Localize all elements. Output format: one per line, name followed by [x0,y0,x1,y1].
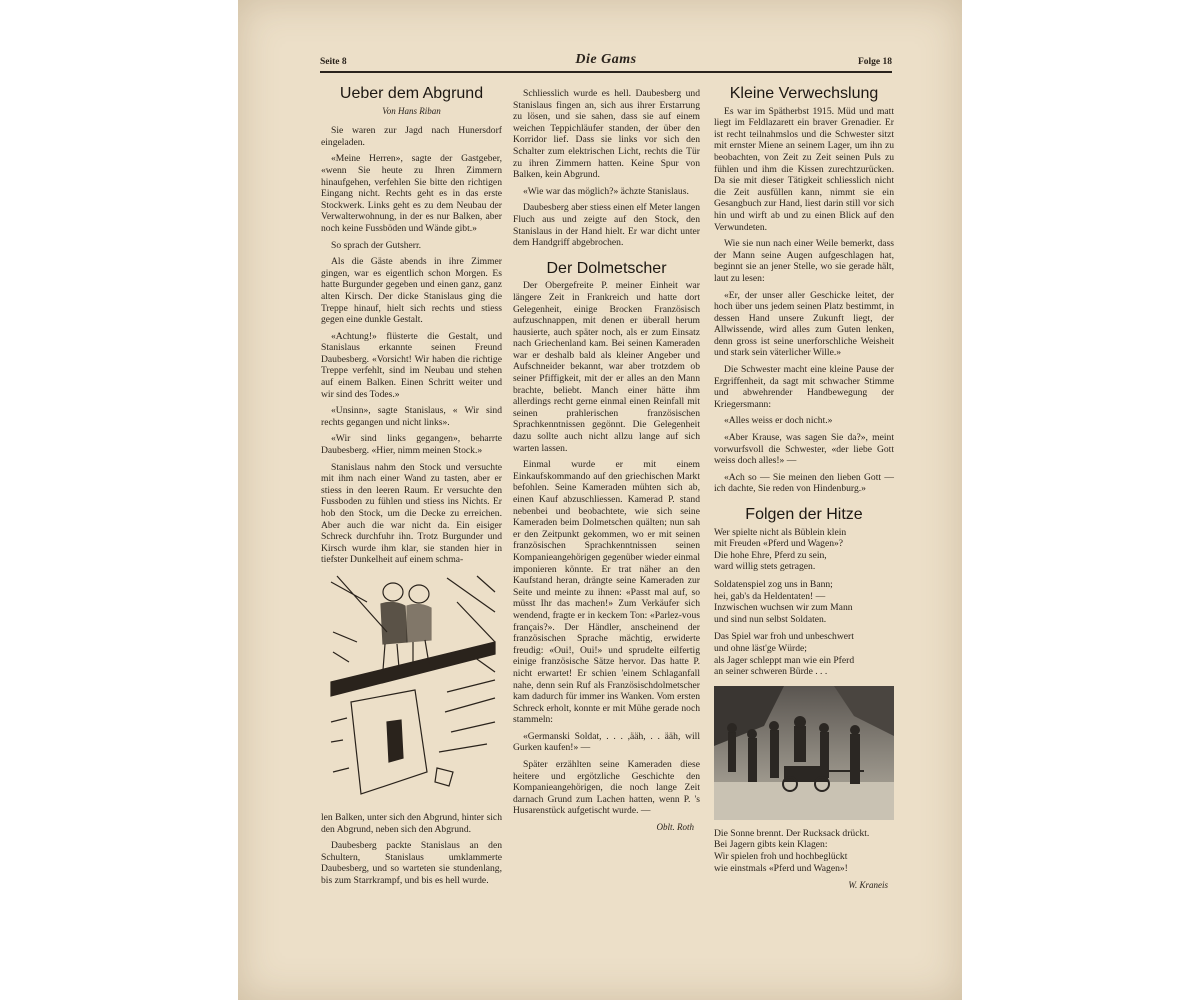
issue-number: Folge 18 [857,57,892,67]
byline-abgrund: Von Hans Riban [382,105,441,116]
poem-line: wie einstmals «Pferd und Wagen»! [714,862,848,874]
paragraph: Schliesslich wurde es hell. Daubesberg und Stanislaus fingen an, sich aus ihrer Erstarrung zu lösen, und sie sahen, dass sie auf einem weichen Teppichläufer standen, der über den Korridor lief. Dass sie links vor sich den Schalter zum elektrischen Licht, rechts die Tür zu ihren Zimmern hatten. Keine Spur von Balken, kein Abgrund. [513,88,700,181]
poem-hitze [714,527,894,892]
poem-line: und sind nun selbst Soldaten. [714,613,827,625]
paragraph: Der Obergefreite P. meiner Einheit war längere Zeit in Frankreich und hatte dort Gelegenheit, einige Brocken Französisch aufzuschnappen, mit denen er überall herum hausierte, auch später noch, als er zum Einsatz nach Griechenland kam. Bei seinen Kameraden war er deshalb bald als kleiner Angeber und Aufschneider bekannt, war aber trotzdem ob seiner Pfiffigkeit, mit der er alles an den Mann brachte, beliebt. Manch einer hätte ihm allerdings recht gerne einmal einen Reinfall mit seinen prahlerischen französischen Sprachkenntnissen gegönnt. Die Gelegenheit dazu sollte auch nicht allzu lange auf sich warten lassen. [513,280,700,454]
paragraph: «Wie war das möglich?» ächzte Stanislaus. [523,185,689,197]
paragraph: So sprach der Gutsherr. [331,239,422,251]
poem-line: Wir spielen froh und hochbeglückt [714,850,848,862]
poem-line: ward willig stets getragen. [714,561,816,573]
paragraph: Die Schwester macht eine kleine Pause der Ergriffenheit, da sagt mit schwacher Stimme und abwehrender Handbewegung der Kriegersmann: [714,364,894,410]
column-1 [321,85,502,892]
poem-stanza [714,527,894,573]
paragraph: Daubesberg packte Stanislaus an den Schultern, Stanislaus umklammerte Daubesberg, und so warteten sie stundenlang, bis zum Starrkrampf, und bis es hell wurde. [321,840,502,886]
paragraph: «Germanski Soldat, . . . ,ääh, . . ääh, will Gurken kaufen!» — [513,730,700,754]
paragraph: Einmal wurde er mit einem Einkaufskommando auf den griechischen Markt befohlen. Seine Kameraden mühten sich ab, einen Kauf abzuschliessen. Kamerad P. stand nebenbei und beobachtete, wie sich seine Kameraden beim Dolmetschen quälten; nun sah er den Zeitpunkt gekommen, wo er mit seinen französischen Sprachkenntnissen seinen Kompanieangehörigen gegenüber wieder einmal imponieren könnte. Er trat näher an den Kaufstand heran, drängte seine Kameraden zur Seite und meinte zu ihnen: «Passt mal auf, so müsst Ihr das machen!» Zum Verkäufer sich wendend, fragte er in keckem Ton: «Parlez-vous français?». Der Händler, anscheinend der französischen Sprache mächtig, erwiderte freudig: «Oui!, Oui!» und sprudelte eilfertig einige französische Sätze hervor. Das hatte P. nicht erwartet! Er schien 'einem Schlaganfall nahe, denn sein Ruf als Französischdolmetscher kam dadurch für immer ins Wanken. Vom ersten Schreck erholt, konnte er mit Mühe gerade noch stammeln: [513,459,700,726]
poem-line: und ohne läst'ge Würde; [714,642,807,654]
paragraph: len Balken, unter sich den Abgrund, hinter sich den Abgrund, neben sich den Abgrund. [321,811,502,835]
poem-line: hei, gab's da Heldentaten! — [714,590,826,602]
paragraph: «Unsinn», sagte Stanislaus, « Wir sind rechts gegangen und nicht links». [321,405,502,428]
poem-line: an seiner schweren Bürde . . . [714,666,828,678]
paragraph: Daubesberg aber stiess einen elf Meter langen Fluch aus und zeigte auf den Stock, den Stanislaus in der Hand hielt. Er war dicht unter dem Handgriff abgebrochen. [513,202,700,249]
paragraph: Stanislaus nahm den Stock und versuchte mit ihm nach einer Wand zu tasten, aber er stiess in den leeren Raum. Er versuchte den Fussboden zu fühlen und stiess ins Nichts. Er hob den Stock, um die Decke zu erreichen. Aber auch die war nicht da. Ein eisiger Schreck durchfuhr ihn. Trotz Burgunder und Kirsch wurde ihm klar, sie standen hier in tiefster Dunkelheit auf einem schma- [321,461,502,566]
paragraph: «Ach so — Sie meinen den lieben Gott — ich dachte, Sie reden von Hindenburg.» [714,471,894,495]
paragraph: Es war im Spätherbst 1915. Müd und matt liegt im Feldlazarett ein braver Grenadier. Er ist recht teilnahmslos und die Schwester sitzt mit ernster Miene an seinem Lager, um ihn zu beobachten, von Zeit zu Zeit seinen Puls zu fühlen und ihm die Kissen zurechtzurücken. Da sie mit dieser Tätigkeit schliesslich nicht die Zeit ausfüllen kann, nimmt sie ein Gesangbuch zur Hand, liest darin still vor sich hin und wirft ab und zu einen Blick auf den Verwundeten. [714,105,894,233]
page-number: Seite 8 [320,57,347,67]
poem-line: Inzwischen wuchsen wir zum Mann [714,602,853,614]
paragraph: «Meine Herren», sagte der Gastgeber, «wenn Sie heute zu Ihren Zimmern hinaufgehen, verfehlen Sie bitte den richtigen Eingang nicht. Rechts geht es in das erste Stockwerk. Links geht es zu dem Neubau der Verwalterwohnung, in der es nur Balken, aber noch keine Fussböden und Wände gibt.» [321,153,502,234]
paragraph: Sie waren zur Jagd nach Hunersdorf eingeladen. [321,125,502,148]
poem-stanza [714,579,894,625]
paragraph: Später erzählten seine Kameraden diese heitere und ergötzliche Geschichte den Kompanieangehörigen, die noch lange Zeit darnach Grund zum Lachen hatten, wenn P. 's Husarenstück aufgetischt wurde. — [513,759,700,817]
poem-line: Soldatenspiel zog uns in Bann; [714,578,833,590]
paragraph: Wie sie nun nach einer Weile bemerkt, dass der Mann seine Augen aufgeschlagen hat, beginnt sie an jener Stelle, wo sie gerade hält, laut zu lesen: [714,238,894,284]
paragraph: «Achtung!» flüsterte die Gestalt, und Stanislaus erkannte seinen Freund Daubesberg. «Vorsicht! Wir haben die richtige Treppe verfehlt, sind im Neubau und stehen auf einem Balken. Einen Schritt weiter und wir sind des Todes.» [321,330,502,400]
poem-stanza [714,631,894,677]
column-2 [513,88,700,834]
poem-line: Bei Jagern gibts kein Klagen: [714,839,828,851]
poem-stanza [714,828,894,874]
paragraph: «Wir sind links gegangen», beharrte Daubesberg. «Hier, nimm meinen Stock.» [321,433,502,457]
illustration-two-men-on-beam [327,572,499,804]
paragraph: «Er, der unser aller Geschicke leitet, der hoch über uns jedem seinen Platz bestimmt, in dessen Hand unsere Zukunft liegt, der Allwissende, wird alles zum Guten lenken, denn gross ist seine unerforschliche Weisheit und stark sein väterlicher Wille.» [714,289,894,359]
signature-kraneis: W. Kraneis [848,880,888,891]
column-3 [714,85,894,892]
photo-soldiers-with-cart [714,686,894,820]
poem-line: mit Freuden «Pferd und Wagen»? [714,538,844,550]
signature-roth: Oblt. Roth [656,822,694,833]
page-header [320,52,892,72]
article-title-dolmetscher: Der Dolmetscher [546,259,667,277]
poem-line: Das Spiel war froh und unbeschwert [714,631,854,643]
newspaper-page [238,0,962,1000]
poem-line: Die Sonne brennt. Der Rucksack drückt. [714,827,870,839]
article-title-abgrund: Ueber dem Abgrund [339,85,484,102]
poem-line: Wer spielte nicht als Büblein klein [714,526,847,538]
masthead: Die Gams [575,52,637,67]
header-rule [320,71,892,73]
article-title-verwechslung: Kleine Verwechslung [729,85,879,102]
poem-line: als Jager schleppt man wie ein Pferd [714,654,855,666]
article-title-hitze: Folgen der Hitze [745,506,863,523]
poem-line: Die hohe Ehre, Pferd zu sein, [714,549,827,561]
paragraph: «Aber Krause, was sagen Sie da?», meint vorwurfsvoll die Schwester, «der liebe Gott weiss doch alles!» — [714,432,894,467]
paragraph: «Alles weiss er doch nicht.» [724,415,833,427]
paragraph: Als die Gäste abends in ihre Zimmer gingen, war es eigentlich schon Morgen. Es hatte Burgunder gegeben und einen ganz, ganz alten Kirsch. Der dicke Stanislaus ging die Treppe hinauf, hielt sich rechts und stiess gegen eine dunkle Gestalt. [321,256,502,326]
